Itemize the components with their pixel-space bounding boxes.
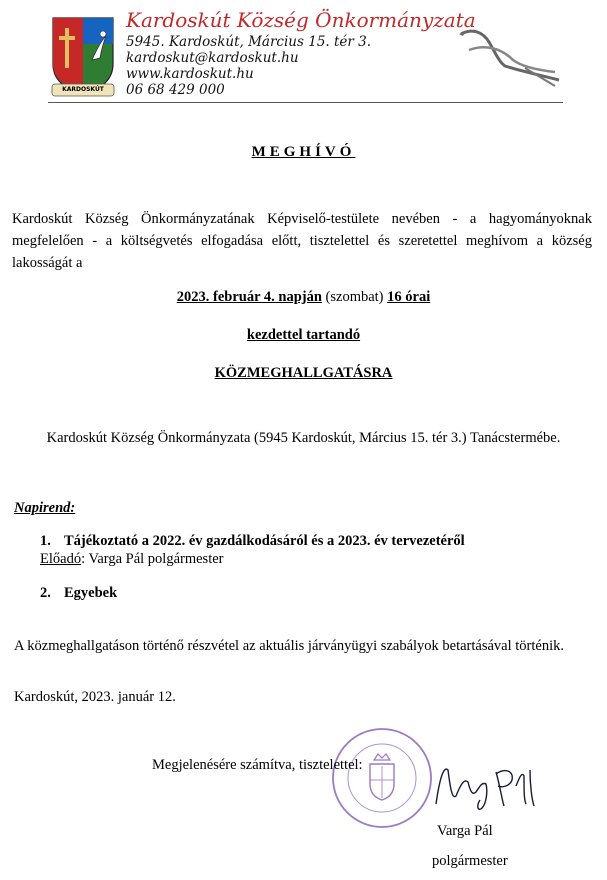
stork-logo [455,20,565,100]
handwritten-signature [430,756,540,816]
intro-paragraph: Kardoskút Község Önkormányzatának Képviselő-testülete nevében - a hagyományoknak megfelelően - a költségvetés elfogadása előtt, tisztelettel és szeretettel meghívom a község lakosságát a [12,211,592,271]
agenda-item-2-number: 2. [40,585,51,601]
event-name: KÖZMEGHALLGATÁSRA [214,365,393,381]
agenda-item-1: Tájékoztató a 2022. év gazdálkodásáról és a 2023. év tervezetéről [64,533,465,549]
crest-banner-text: KARDOSKÚT [62,86,104,93]
place-and-date: Kardoskút, 2023. január 12. [14,689,176,705]
event-location: Kardoskút Község Önkormányzata (5945 Kardoskút, Március 15. tér 3.) Tanácstermébe. [46,430,561,446]
municipal-crest [48,14,118,100]
signer-name: Varga Pál [437,823,493,839]
official-stamp [330,726,434,830]
header-divider [48,102,563,103]
phone: 06 68 429 000 [126,82,225,98]
presenter-name: : Varga Pál polgármester [81,551,224,567]
agenda-item-1-number: 1. [40,533,51,549]
health-notice: A közmeghallgatáson történő részvétel az aktuális járványügyi szabályok betartásával történik. [14,638,564,654]
event-date: 2023. február 4. napján [176,289,322,305]
signer-title: polgármester [432,853,508,869]
event-weekday: (szombat) [325,289,384,305]
agenda-item-1-presenter [40,548,224,570]
organization-name: Kardoskút Község Önkormányzata [126,8,476,32]
email-link[interactable]: kardoskut@kardoskut.hu [126,50,299,66]
document-title: MEGHÍVÓ [251,144,356,160]
presenter-label: Előadó [40,551,82,567]
agenda-item-2: Egyebek [64,585,118,601]
start-line: kezdettel tartandó [246,327,361,343]
event-time: 16 órai [387,289,431,305]
agenda-heading: Napirend: [14,500,76,516]
website-link[interactable]: www.kardoskut.hu [126,66,254,82]
address: 5945. Kardoskút, Március 15. tér 3. [126,34,372,50]
event-date-line [0,286,607,308]
closing-line: Megjelenésére számítva, tisztelettel: [152,757,363,773]
